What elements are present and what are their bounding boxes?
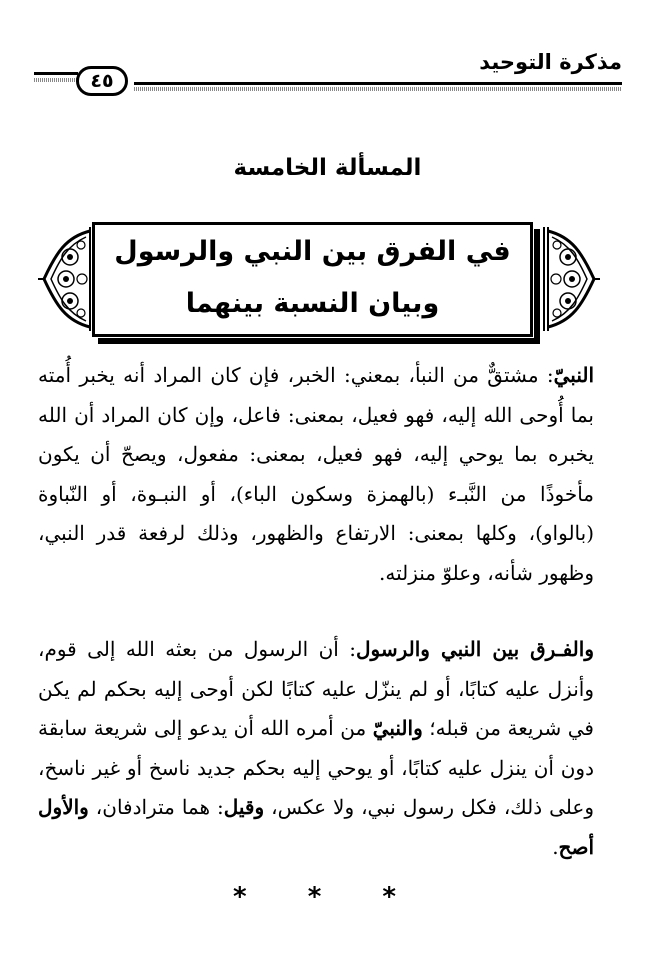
page-number: ٤٥ <box>90 70 114 92</box>
header-rule <box>134 82 622 85</box>
paragraph2-text2: من أمره الله أن يدعو إلى شريعة سابقة دون أن ينزل عليه كتابًا، أو يوحي إليه بحكم جديد ناسخ أو غير ناسخ، وعلى ذلك، فكل رسول نبي، ولا عكس، <box>38 716 594 819</box>
header-rule-left <box>34 72 78 75</box>
chapter-title-line1: في الفرق بين النبي والرسول <box>114 236 511 267</box>
chapter-title-line2: وبيان النسبة بينهما <box>185 288 440 319</box>
paragraph-prophet-messenger-difference <box>38 630 594 867</box>
book-title: مذكرة التوحيد <box>479 50 622 74</box>
section-divider-stars: * * * <box>233 882 422 912</box>
paragraph1-lead: النبيّ <box>553 363 594 387</box>
paragraph2-lead2: والنبيّ <box>372 716 423 740</box>
paragraph2-lead: والفـرق بين النبي والرسول <box>355 637 594 661</box>
paragraph2-text3: : هما مترادفان، <box>95 795 224 819</box>
paragraph1-text: : مشتقٌّ من النبأ، بمعني: الخبر، فإن كان المراد أنه يخبر أُمته بما أُوحى الله إليه، فهو فعيل، بمعنى: فاعل، وإن كان المراد أن الله يخبره بما يوحي إليه، فهو فعيل، بمعنى: مفعول، ويصحّ أن يكون مأخوذًا من النَّبـء (بالهمزة وسكون الباء)، أو النبـوة، أو النّباوة (بالواو)، وكلها بمعنى: الارتفاع والظهور، وذلك لرفعة قدر النبي، وظهور شأنه، وعلوّ منزلته. <box>38 363 594 585</box>
right-ornament-icon <box>540 223 602 335</box>
page-header <box>34 50 622 100</box>
header-rule-hatch <box>134 87 622 91</box>
header-rule-left-hatch <box>34 78 78 82</box>
paragraph2-lead4: والأول أصح <box>38 795 594 859</box>
left-ornament-icon <box>36 223 98 335</box>
paragraph2-lead3: وقيل <box>223 795 265 819</box>
chapter-title-box <box>92 222 533 337</box>
paragraph2-text1: : أن الرسول من بعثه الله إلى قوم، وأنزل عليه كتابًا، أو لم ينزّل عليه كتابًا لكن أوحى إليه بحكم لم يكن في شريعة من قبله؛ <box>38 637 594 740</box>
section-title: المسألة الخامسة <box>233 155 422 181</box>
page-number-badge <box>76 66 128 96</box>
paragraph-prophet-definition <box>38 356 594 593</box>
paragraph2-end: . <box>552 834 559 859</box>
